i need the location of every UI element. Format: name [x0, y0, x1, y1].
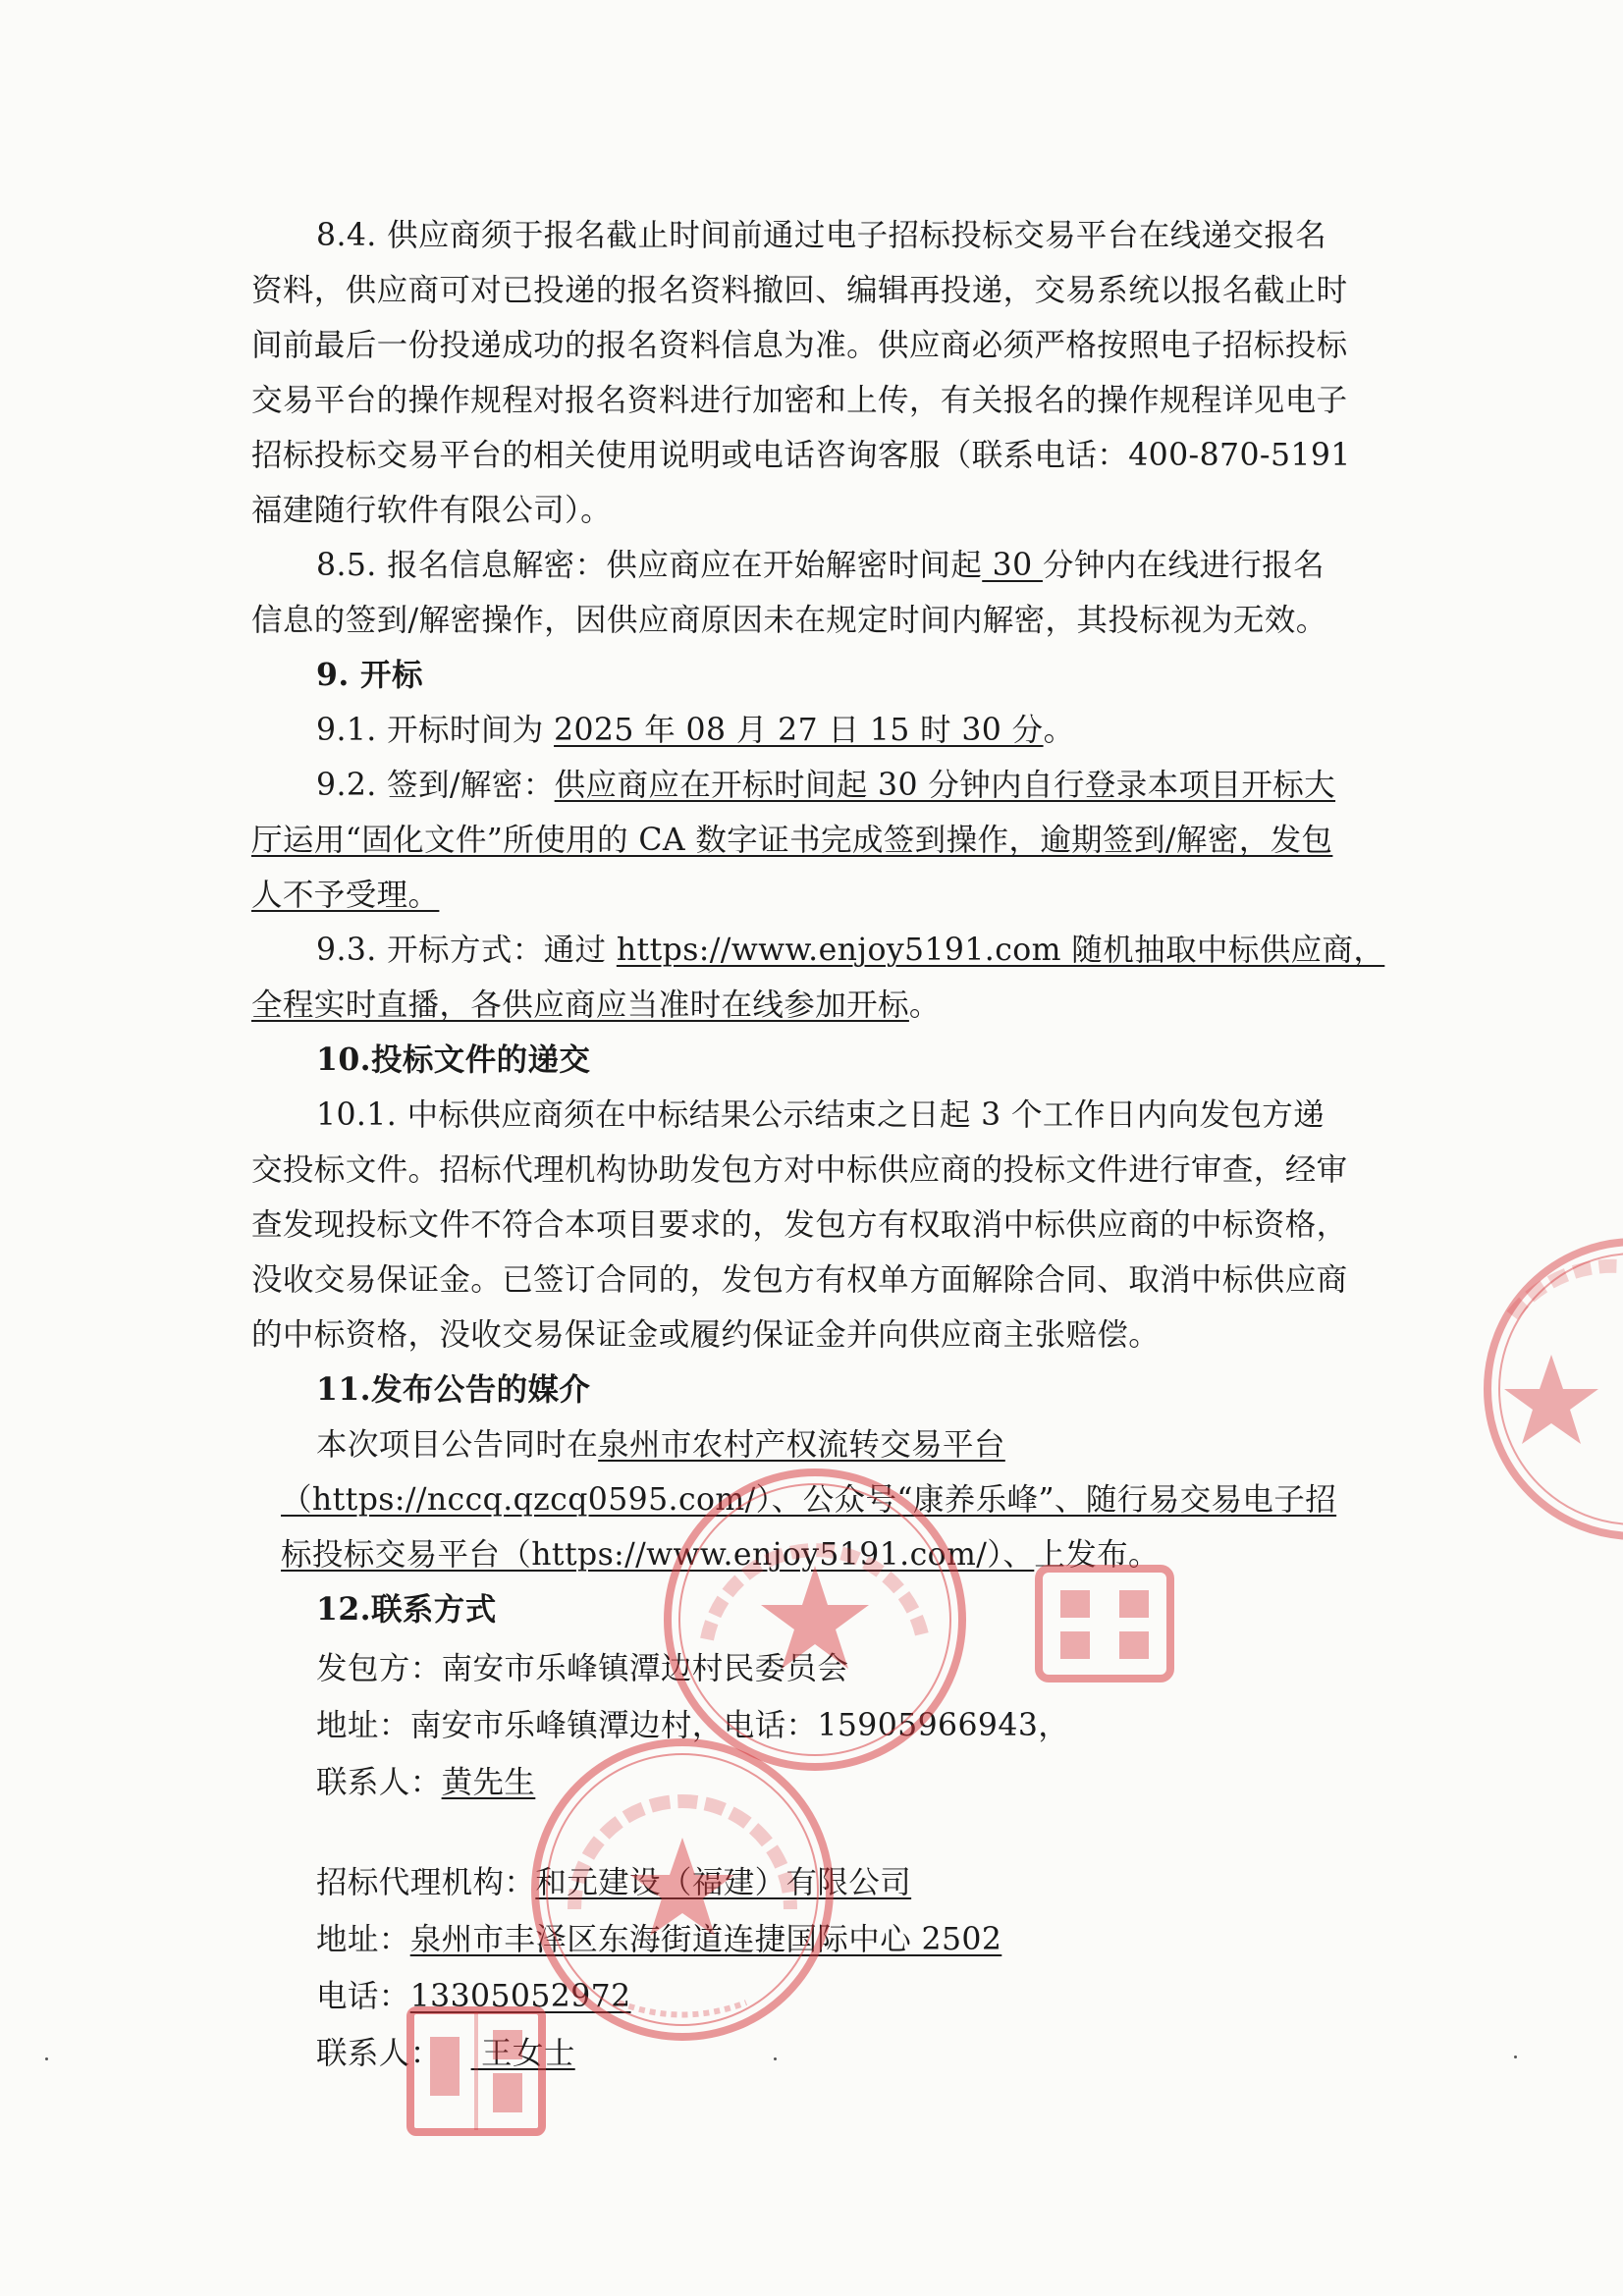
sec11-line-2: （https://nccq.qzcq0595.com/）、公众号“康养乐峰”、随行易交易电子招 — [281, 1482, 1337, 1518]
sec8-4-line-1: 8.4. 供应商须于报名截止时间前通过电子招标投标交易平台在线递交报名 — [316, 218, 1327, 253]
sec9-1-text-c: 。 — [1043, 713, 1075, 748]
decrypt-minutes: 30 — [982, 548, 1043, 583]
opening-url: https://www.enjoy5191.com 随机抽取中标供应商， — [616, 933, 1385, 968]
agent-contact: 王女士 — [470, 2036, 575, 2071]
sec8-4-line-4: 交易平台的操作规程对报名资料进行加密和上传，有关报名的操作规程详见电子 — [251, 383, 1348, 418]
owner-contact-label: 联系人： — [316, 1765, 442, 1800]
sec12-heading: 12.联系方式 — [316, 1591, 497, 1628]
sec8-4-line-2: 资料，供应商可对已投递的报名资料撤回、编辑再投递，交易系统以报名截止时 — [251, 273, 1348, 308]
sec9-1-line — [316, 711, 1074, 750]
sec8-5-line-2: 信息的签到/解密操作，因供应商原因未在规定时间内解密，其投标视为无效。 — [251, 603, 1327, 638]
sec11-text-l3b: 上发布。 — [1034, 1537, 1160, 1573]
sec9-3-text-l2: 全程实时直播，各供应商应当准时在线参加开标 — [251, 988, 909, 1023]
personal-seal-1 — [1031, 1561, 1178, 1688]
agent-name: 和元建设（福建）有限公司 — [535, 1865, 912, 1900]
sec9-2-text-a: 9.2. 签到/解密： — [316, 768, 555, 803]
owner-contact-line — [316, 1763, 535, 1802]
scan-speck — [774, 2057, 777, 2060]
sec9-1-text-a: 9.1. 开标时间为 — [316, 713, 555, 748]
sec8-4-line-6: 福建随行软件有限公司）。 — [251, 493, 613, 528]
sec10-line-4: 没收交易保证金。已签订合同的，发包方有权单方面解除合同、取消中标供应商 — [251, 1262, 1348, 1298]
owner-address-label: 地址： — [316, 1708, 410, 1743]
sec9-heading: 9. 开标 — [316, 657, 423, 693]
owner-contact: 黄先生 — [441, 1765, 536, 1800]
sec11-text-l3a: 标投标交易平台（https://www.enjoy5191.com/）、 — [281, 1537, 1035, 1573]
sec10-line-5: 的中标资格，没收交易保证金或履约保证金并向供应商主张赔偿。 — [251, 1317, 1161, 1353]
agent-phone-label: 电话： — [316, 1979, 410, 2014]
opening-time: 2025 年 08 月 27 日 15 时 30 分 — [554, 713, 1044, 748]
agent-seal — [520, 1728, 844, 2052]
sec9-2-line-1 — [316, 766, 1335, 805]
scan-speck — [1514, 2056, 1517, 2058]
sec9-3-line-2 — [251, 986, 941, 1025]
edge-seal — [1473, 1227, 1623, 1551]
agent-address: 泉州市丰泽区东海街道连捷国际中心 2502 — [409, 1922, 1002, 1957]
sec8-5-text-a: 8.5. 报名信息解密：供应商应在开始解密时间起 — [316, 548, 983, 583]
sec9-3-text-end: 。 — [908, 988, 941, 1023]
sec10-heading: 10.投标文件的递交 — [316, 1041, 591, 1078]
sec9-2-line-3: 人不予受理。 — [251, 878, 440, 913]
agent-address-label: 地址： — [316, 1922, 410, 1957]
sec8-5-text-c: 分钟内在线进行报名 — [1042, 548, 1325, 583]
sec9-2-text-b: 供应商应在开标时间起 30 分钟内自行登录本项目开标大 — [554, 768, 1336, 803]
sec11-heading: 11.发布公告的媒介 — [316, 1371, 591, 1408]
sec10-line-1: 10.1. 中标供应商须在中标结果公示结束之日起 3 个工作日内向发包方递 — [316, 1097, 1325, 1133]
personal-seal-2 — [403, 2002, 550, 2140]
scan-speck — [45, 2057, 48, 2060]
sec9-3-text-a: 9.3. 开标方式：通过 — [316, 933, 617, 968]
sec11-text-a: 本次项目公告同时在 — [316, 1427, 599, 1463]
sec8-4-line-3: 间前最后一份投递成功的报名资料信息为准。供应商必须严格按照电子招标投标 — [251, 328, 1348, 363]
owner-label: 发包方： — [316, 1651, 442, 1686]
agent-contact-label: 联系人： — [316, 2036, 442, 2071]
sec9-2-line-2: 厅运用“固化文件”所使用的 CA 数字证书完成签到操作，逾期签到/解密，发包 — [251, 823, 1333, 858]
owner-name: 南安市乐峰镇潭边村民委员会 — [441, 1651, 849, 1686]
sec10-line-2: 交投标文件。招标代理机构协助发包方对中标供应商的投标文件进行审查，经审 — [251, 1152, 1348, 1188]
agent-phone: 13305052972 — [409, 1979, 631, 2014]
sec8-4-line-5: 招标投标交易平台的相关使用说明或电话咨询客服（联系电话：400-870-5191 — [251, 438, 1351, 473]
sec9-3-line-1 — [316, 931, 1384, 970]
sec8-5-line-1 — [316, 546, 1325, 585]
sec10-line-3: 查发现投标文件不符合本项目要求的，发包方有权取消中标供应商的中标资格， — [251, 1207, 1348, 1243]
owner-address: 南安市乐峰镇潭边村，电话：15905966943， — [409, 1708, 1070, 1743]
platform-name: 泉州市农村产权流转交易平台 — [598, 1427, 1005, 1463]
agent-label: 招标代理机构： — [316, 1865, 536, 1900]
